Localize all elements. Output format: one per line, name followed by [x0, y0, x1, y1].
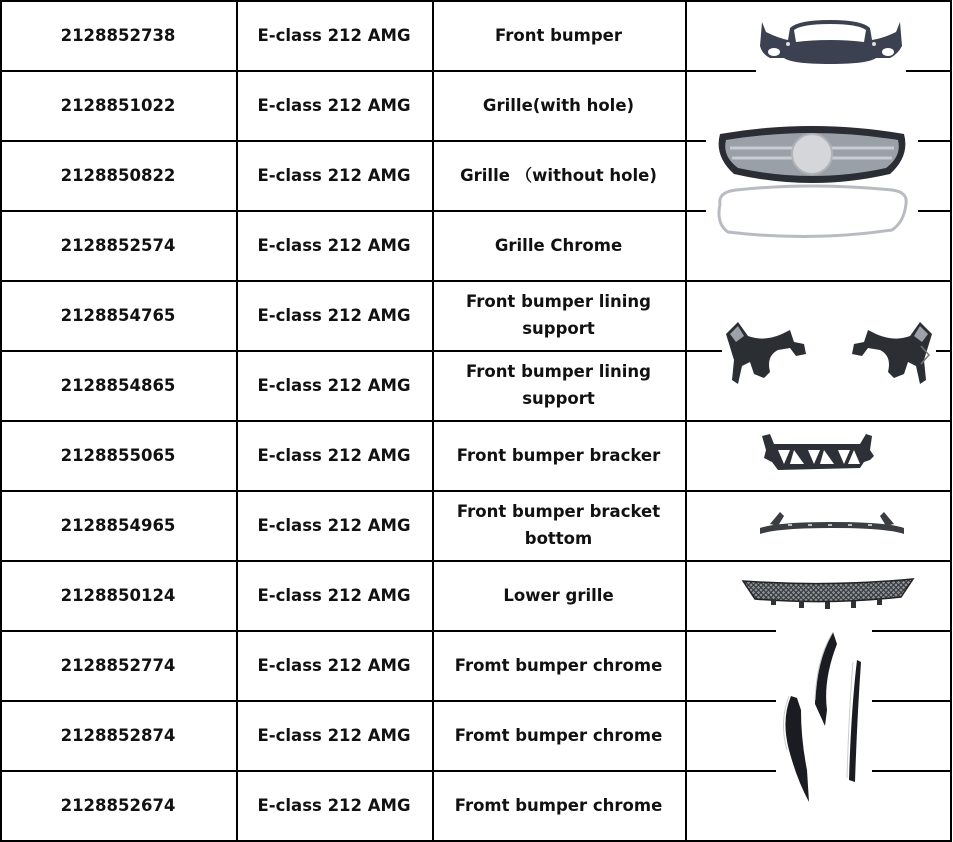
model-cell: E-class 212 AMG: [257, 165, 411, 185]
part-name-cell: Front bumper bracket bottom: [456, 502, 661, 548]
bracker-image: [758, 430, 878, 474]
part-name-cell: Grille （without hole): [460, 165, 657, 185]
part-name-cell: Lower grille: [503, 585, 614, 605]
model-cell: E-class 212 AMG: [257, 725, 411, 745]
part-name-cell: Front bumper bracker: [456, 445, 661, 465]
model-cell: E-class 212 AMG: [257, 25, 411, 45]
part-name-cell: Fromt bumper chrome: [454, 725, 663, 745]
part-number-cell: 2128855065: [60, 445, 176, 465]
model-cell: E-class 212 AMG: [257, 375, 411, 395]
part-name-cell: Grille(with hole): [482, 95, 635, 115]
model-cell: E-class 212 AMG: [257, 795, 411, 815]
model-cell: E-class 212 AMG: [257, 95, 411, 115]
chrome-trim-image: [776, 628, 872, 808]
row-divider: [0, 0, 952, 2]
part-name-cell: Front bumper lining support: [466, 362, 651, 408]
model-cell: E-class 212 AMG: [257, 585, 411, 605]
part-name-cell: Front bumper: [495, 25, 622, 45]
part-number-cell: 2128852574: [60, 235, 176, 255]
row-divider: [0, 490, 952, 492]
part-name-cell: Fromt bumper chrome: [454, 655, 663, 675]
chevron-right-icon[interactable]: [918, 344, 932, 366]
lining-support-image: [722, 318, 936, 392]
part-number-cell: 2128854965: [60, 515, 176, 535]
row-divider: [0, 280, 952, 282]
lower-grille-image: [740, 574, 916, 616]
row-divider: [0, 420, 952, 422]
part-number-cell: 2128851022: [60, 95, 176, 115]
front-bumper-image: [756, 14, 906, 72]
part-number-cell: 2128852738: [60, 25, 176, 45]
bracket-bottom-image: [756, 508, 908, 540]
row-divider: [0, 840, 952, 842]
model-cell: E-class 212 AMG: [257, 445, 411, 465]
part-name-cell: Fromt bumper chrome: [454, 795, 663, 815]
part-number-cell: 2128852774: [60, 655, 176, 675]
model-cell: E-class 212 AMG: [257, 305, 411, 325]
model-cell: E-class 212 AMG: [257, 515, 411, 535]
part-number-cell: 2128854765: [60, 305, 176, 325]
part-number-cell: 2128850124: [60, 585, 176, 605]
part-number-cell: 2128852874: [60, 725, 176, 745]
row-divider: [0, 560, 952, 562]
part-number-cell: 2128854865: [60, 375, 176, 395]
part-number-cell: 2128850822: [60, 165, 176, 185]
part-number-cell: 2128852674: [60, 795, 176, 815]
model-cell: E-class 212 AMG: [257, 235, 411, 255]
part-name-cell: Grille Chrome: [494, 235, 623, 255]
model-cell: E-class 212 AMG: [257, 655, 411, 675]
grille-image: [706, 110, 918, 258]
part-name-cell: Front bumper lining support: [466, 292, 651, 338]
